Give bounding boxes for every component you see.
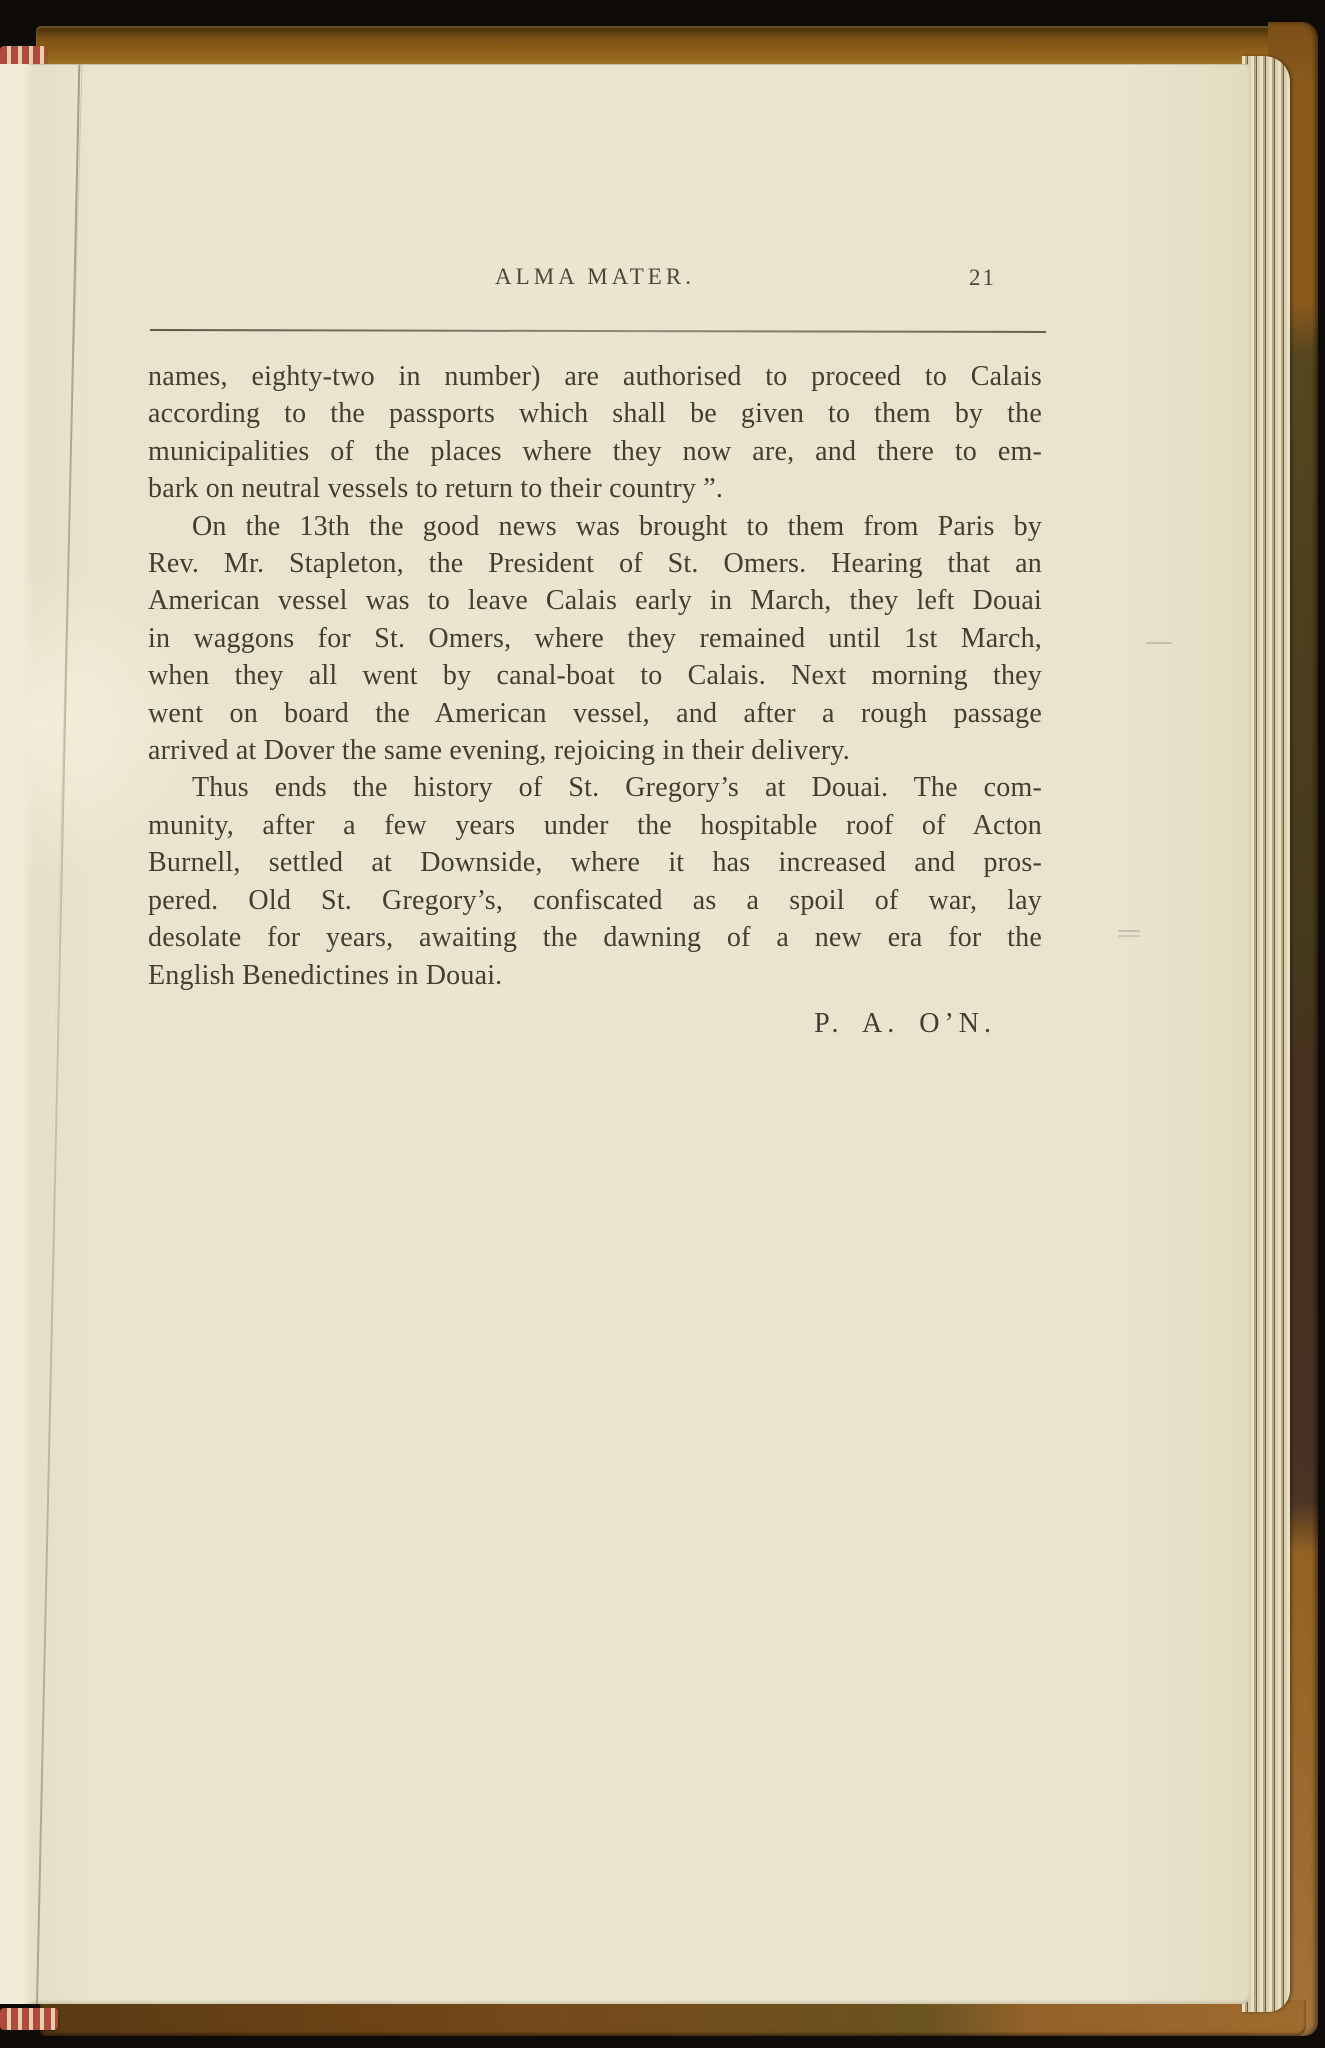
text-line: according to the passports which shall be given to them by the xyxy=(148,398,1042,430)
text-line: went on board the American vessel, and after a rough passage xyxy=(148,697,1042,729)
body-text xyxy=(148,358,1042,994)
headband-bottom xyxy=(0,2008,58,2030)
text-line: bark on neutral vessels to return to their country ”. xyxy=(148,473,724,505)
text-line: desolate for years, awaiting the dawning of a new era for the xyxy=(148,922,1042,954)
text-line: in waggons for St. Omers, where they remained until 1st March, xyxy=(148,622,1042,654)
text-line: pered. Old St. Gregory’s, confiscated as a spoil of war, lay xyxy=(148,884,1042,916)
text-line: American vessel was to leave Calais early in March, they left Douai xyxy=(148,585,1042,617)
text-line: On the 13th the good news was brought to them from Paris by xyxy=(192,510,1042,542)
text-line: Thus ends the history of St. Gregory’s at Douai. The com- xyxy=(192,772,1042,804)
text-line: arrived at Dover the same evening, rejoicing in their delivery. xyxy=(148,735,850,767)
text-line: English Benedictines in Douai. xyxy=(148,959,503,991)
text-line: municipalities of the places where they now are, and there to em- xyxy=(148,435,1042,467)
book-cover-bottom-edge xyxy=(40,2000,1306,2036)
page-number: 21 xyxy=(969,265,996,290)
text-line: names, eighty-two in number) are authorised to proceed to Calais xyxy=(148,361,1042,392)
head-rule xyxy=(150,329,1046,333)
author-initials: P. A. O’N. xyxy=(814,1008,996,1039)
margin-mark xyxy=(1146,642,1172,644)
book-page xyxy=(0,64,1250,2004)
margin-mark xyxy=(1118,930,1140,932)
running-head xyxy=(148,264,1042,298)
page-gutter-crease-faint xyxy=(48,64,83,1264)
text-line: Rev. Mr. Stapleton, the President of St. Omers. Hearing that an xyxy=(148,548,1042,580)
running-title: ALMA MATER. xyxy=(495,264,695,289)
text-line: munity, after a few years under the hospitable roof of Acton xyxy=(148,809,1042,841)
book-cover-top-edge xyxy=(36,26,1304,68)
text-line: when they all went by canal-boat to Calais. Next morning they xyxy=(148,660,1042,692)
text-line: Burnell, settled at Downside, where it has increased and pros- xyxy=(148,847,1042,879)
page-gutter-strip xyxy=(0,64,34,2004)
